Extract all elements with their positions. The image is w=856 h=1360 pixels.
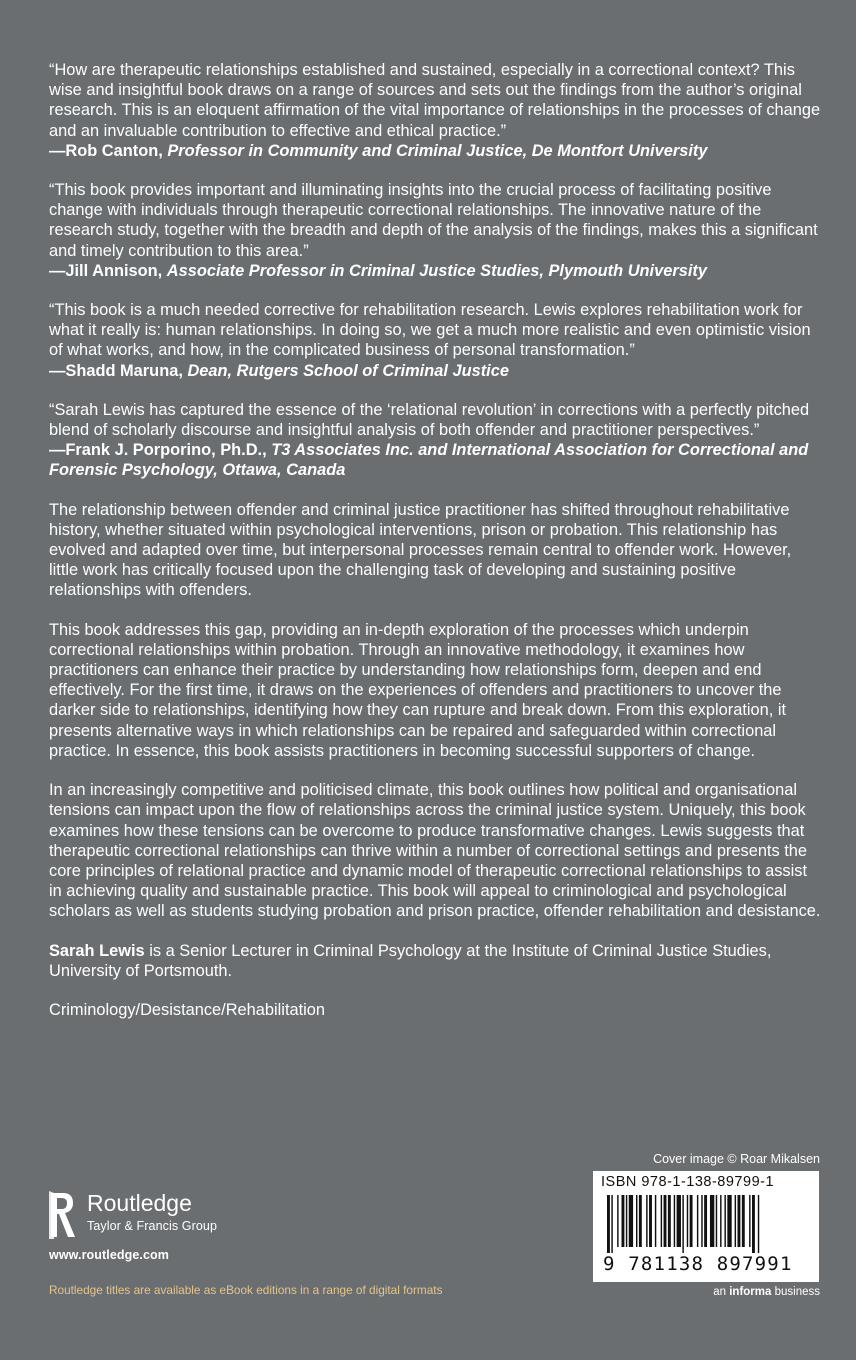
isbn-digits: 9 781138 897991 (603, 1253, 793, 1275)
informa-name: informa (729, 1286, 772, 1298)
endorser-role: Professor in Community and Criminal Justice, De Montfort University (167, 141, 708, 160)
endorsement-quote: “This book is a much needed corrective for rehabilitation research. Lewis explores rehabilitation work for what it really is: human relationships. In doing so, we get a much more realistic and even optimistic vision of what works, and how, in the complicated business of personal transformation.” (49, 301, 811, 360)
endorser-role: Dean, Rutgers School of Criminal Justice (187, 361, 509, 380)
endorser-name: —Shadd Maruna, (49, 361, 183, 380)
author-bio (49, 941, 821, 981)
endorser-name: —Jill Annison, (49, 261, 163, 280)
endorsement-attribution (49, 141, 821, 161)
endorser-name: —Frank J. Porporino, Ph.D., (49, 441, 267, 460)
publisher-website: www.routledge.com (49, 1248, 169, 1262)
routledge-logo-icon (49, 1191, 79, 1241)
isbn-barcode (593, 1171, 819, 1282)
description-paragraph: In an increasingly competitive and politicised climate, this book outlines how political and organisational tensions can impact upon the flow of relationships across the criminal justice system. Uniquely, this book examines how these tensions can be overcome to produce transformative changes. Lewis suggests that therapeutic correctional relationships can thrive within a number of correctional settings and presents the core principles of relational practice and dynamic model of therapeutic correctional relationships to assist in achieving quality and sustainable practice. This book will appeal to criminological and psychological scholars as well as students studying probation and prison practice, offender rehabilitation and desistance. (49, 781, 821, 921)
cover-image-credit: Cover image © Roar Mikalsen (653, 1152, 820, 1166)
endorsement (49, 60, 821, 161)
publisher-logo (49, 1191, 217, 1241)
endorsement-attribution (49, 361, 821, 381)
author-name: Sarah Lewis (49, 941, 145, 960)
publisher-name: Routledge (87, 1190, 192, 1216)
description-paragraph: The relationship between offender and criminal justice practitioner has shifted throughout rehabilitative history, whether situated within psychological interventions, prison or probation. This relationship has evolved and adapted over time, but interpersonal processes remain central to offender work. However, little work has critically focused upon the challenging task of developing and sustaining positive relationships with offenders. (49, 500, 792, 600)
endorser-role: T3 Associates Inc. and International Association for Correctional and Forensic Psychology, Ottawa, Canada (49, 441, 809, 480)
barcode-icon (607, 1195, 807, 1253)
isbn-label: ISBN 978-1-138-89799-1 (601, 1174, 775, 1190)
subject-categories: Criminology/Desistance/Rehabilitation (49, 1000, 326, 1019)
endorsement-quote: “This book provides important and illuminating insights into the crucial process of facilitating positive change with individuals through therapeutic correctional relationships. The innovative nature of the research study, together with the breadth and depth of the analysis of the findings, makes this a significant and timely contribution to this area.” (49, 181, 818, 260)
endorsement (49, 300, 821, 381)
back-cover-text (49, 60, 821, 1020)
ebook-note: Routledge titles are available as eBook editions in a range of digital formats (49, 1283, 443, 1297)
informa-business (713, 1286, 820, 1298)
endorsement-attribution (49, 440, 821, 480)
publisher-group: Taylor & Francis Group (87, 1219, 218, 1233)
publisher-text (87, 1191, 217, 1234)
author-bio-text: is a Senior Lecturer in Criminal Psychology at the Institute of Criminal Justice Studies, University of Portsmouth. (49, 941, 772, 980)
endorsement-quote: “Sarah Lewis has captured the essence of the ‘relational revolution’ in corrections with a perfectly pitched blend of scholarly discourse and insightful analysis of both offender and practitioner perspectives.” (49, 400, 810, 440)
endorsement-attribution (49, 261, 821, 281)
endorsement (49, 180, 821, 281)
endorser-name: —Rob Canton, (49, 141, 163, 160)
informa-suffix: business (771, 1286, 820, 1298)
endorsement (49, 400, 821, 481)
endorsement-quote: “How are therapeutic relationships established and sustained, especially in a correctional context? This wise and insightful book draws on a range of sources and sets out the findings from the author’s original research. This is an eloquent affirmation of the vital importance of relationships in the processes of change and an invaluable contribution to effective and ethical practice.” (49, 61, 821, 140)
endorser-role: Associate Professor in Criminal Justice Studies, Plymouth University (166, 261, 707, 280)
informa-prefix: an (713, 1286, 730, 1298)
description-paragraph: This book addresses this gap, providing an in-depth exploration of the processes which underpin correctional relationships within probation. Through an innovative methodology, it examines how practitioners can enhance their practice by understanding how relationships form, deepen and end effectively. For the first time, it draws on the experiences of offenders and practitioners to uncover the darker side to relationships, identifying how they can rupture and break down. From this exploration, it presents alternative ways in which relationships can be repaired and safeguarded within correctional practice. In essence, this book assists practitioners in becoming successful supporters of change. (49, 620, 787, 760)
